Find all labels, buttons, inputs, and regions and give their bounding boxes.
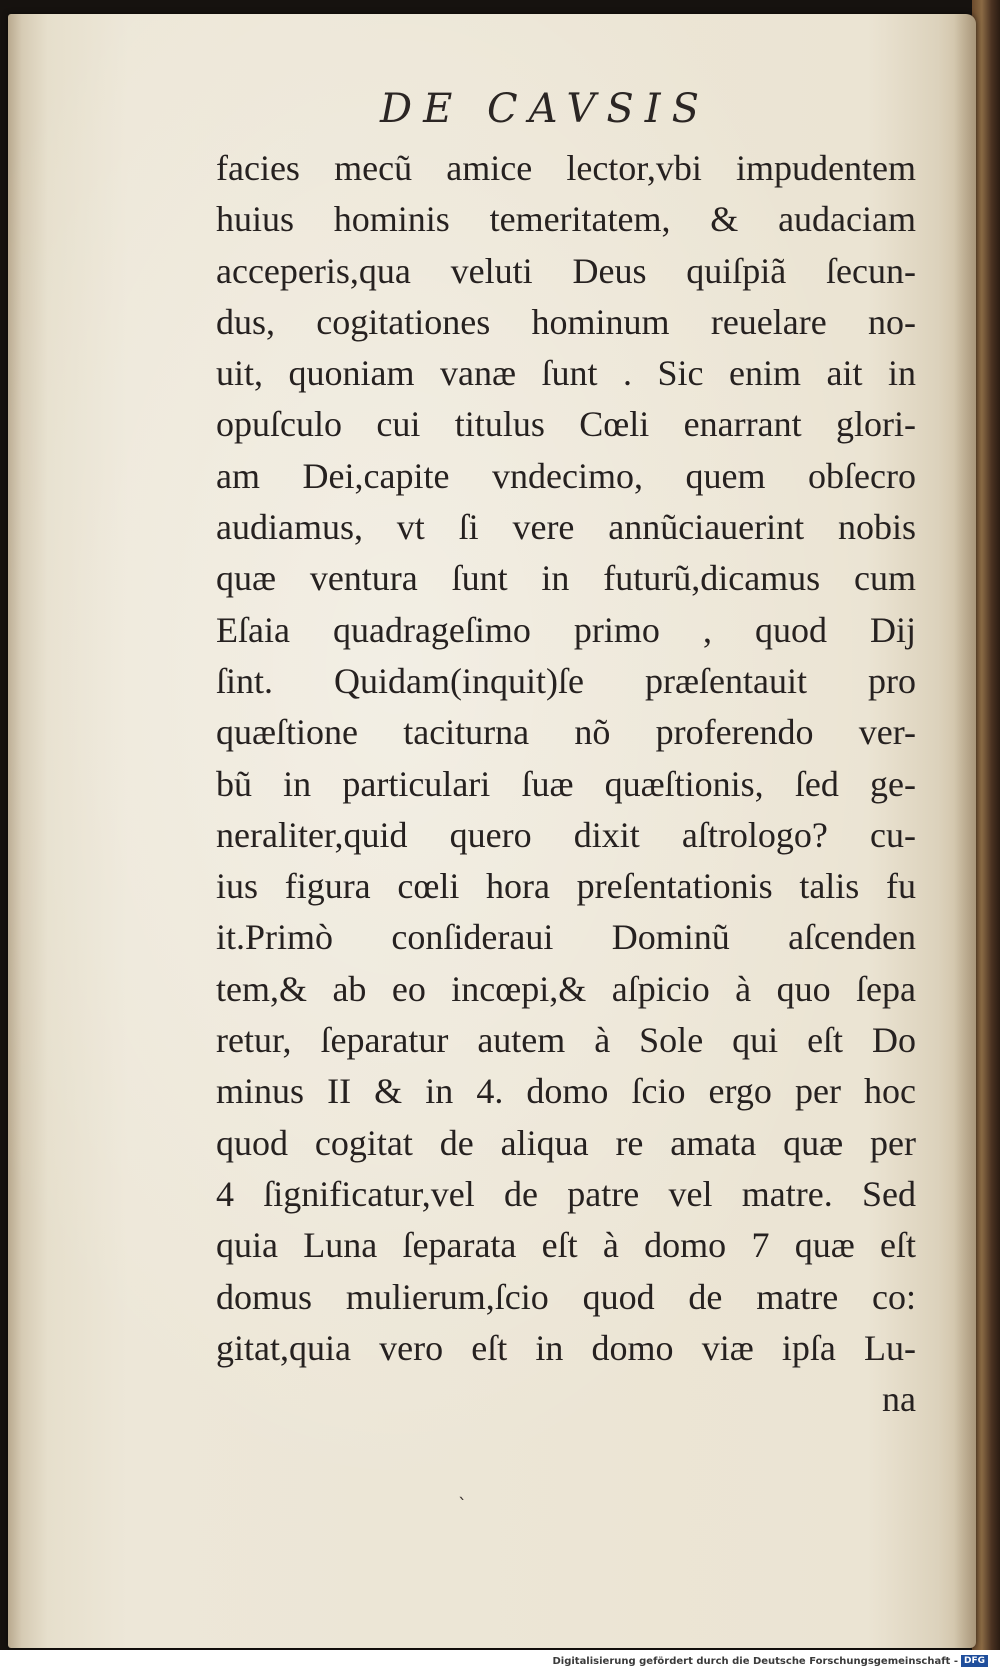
text-line: dus, cogitationes hominum reuelare no- (216, 301, 916, 342)
text-line: gitat,quia vero eſt in domo viæ ipſa Lu- (216, 1327, 916, 1368)
footer-bar (0, 1650, 1000, 1674)
text-line: quia Luna ſeparata eſt à domo 7 quæ eſt (216, 1225, 916, 1266)
text-line: tem,& ab eo incœpi,& aſpicio à quo ſepa (216, 968, 916, 1009)
text-line: opuſculo cui titulus Cœli enarrant glori- (216, 404, 916, 445)
text-line: ſint. Quidam(inquit)ſe præſentauit pro (216, 660, 916, 701)
text-line: facies mecũ amice lector,vbi impudentem (216, 148, 916, 188)
text-line: acceperis,qua veluti Deus quiſpiã ſecun- (216, 250, 916, 291)
text-line: Eſaia quadrageſimo primo , quod Dij (216, 609, 916, 650)
text-line: ius figura cœli hora preſentationis talis fu (216, 866, 916, 907)
text-line: domus mulierum,ſcio quod de matre co: (216, 1276, 916, 1317)
page-curl-shadow (954, 14, 976, 1648)
book-edge (972, 0, 1000, 1650)
text-line: quod cogitat de aliqua re amata quæ per (216, 1122, 916, 1163)
body-text (216, 143, 916, 1425)
text-line: audiamus, vt ſi vere annũciauerint nobis (216, 507, 916, 548)
text-line: uit, quoniam vanæ ſunt . Sic enim ait in (216, 353, 916, 394)
text-line: it.Primò conſideraui Dominũ aſcenden (216, 917, 916, 958)
catchword: na (882, 1379, 916, 1420)
text-line: quæſtione taciturna nõ proferendo ver- (216, 712, 916, 753)
text-line: 4 ſignificatur,vel de patre vel matre. Sed (216, 1173, 916, 1214)
text-line: quæ ventura ſunt in futurũ,dicamus cum (216, 558, 916, 599)
text-line: neraliter,quid quero dixit aſtrologo? cu- (216, 814, 916, 855)
footer-credit (552, 1655, 988, 1667)
dfg-logo: DFG (961, 1655, 988, 1667)
ink-speck: ˎ (458, 1480, 467, 1501)
text-line: bũ in particulari ſuæ quæſtionis, ſed ge- (216, 763, 916, 804)
text-line: minus II & in 4. domo ſcio ergo per hoc (216, 1071, 916, 1112)
running-head: DE CAVSIS (380, 86, 710, 132)
text-line: am Dei,capite vndecimo, quem obſecro (216, 455, 916, 496)
text-line: retur, ſeparatur autem à Sole qui eſt Do (216, 1020, 916, 1061)
funding-credit-text: Digitalisierung gefördert durch die Deutsche Forschungsgemeinschaft - (552, 1656, 958, 1667)
text-line: huius hominis temeritatem, & audaciam (216, 199, 916, 240)
